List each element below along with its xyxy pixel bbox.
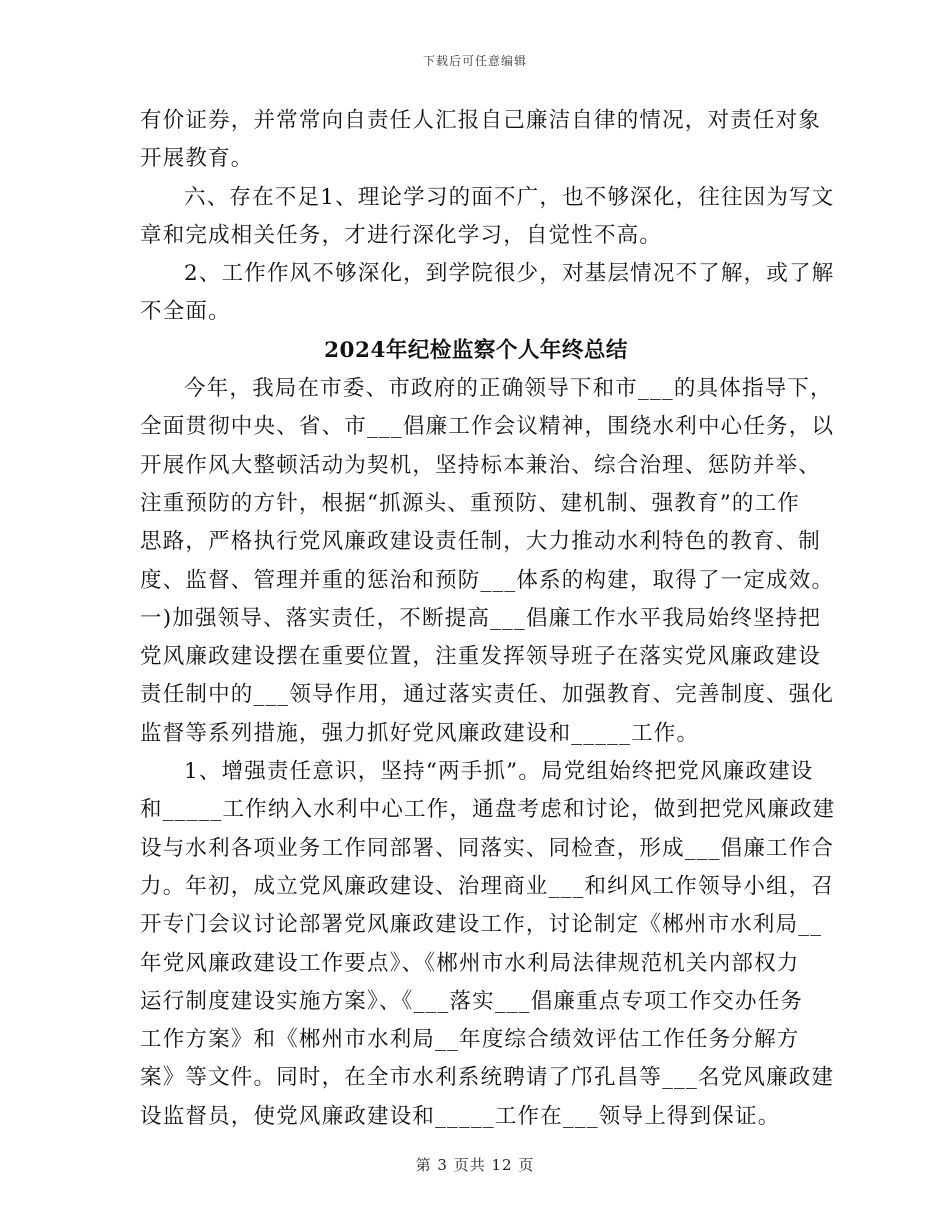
text-line: 开展教育。 — [140, 146, 254, 172]
text-line: 章和完成相关任务，才进行深化学习，自觉性不高。 — [140, 222, 663, 248]
text-line: 思路，严格执行党风廉政建设责任制，大力推动水利特色的教育、制 — [140, 529, 822, 555]
page-number: 第 3 页共 12 页 — [415, 1156, 535, 1174]
text-line: 度、监督、管理并重的惩治和预防___体系的构建，取得了一定成效。 — [140, 567, 835, 593]
text-line: 今年，我局在市委、市政府的正确领导下和市___的具体指导下， — [184, 376, 833, 402]
text-line: 六、存在不足1、理论学习的面不广，也不够深化，往往因为写文 — [184, 184, 835, 210]
text-line: 1、增强责任意识，坚持“两手抓”。局党组始终把党风廉政建设 — [184, 759, 814, 785]
text-line: 开专门会议讨论部署党风廉政建设工作，讨论制定《郴州市水利局__ — [140, 912, 823, 938]
text-line: 案》等文件。同时，在全市水利系统聘请了邝孔昌等___名党风廉政建 — [140, 1065, 835, 1091]
text-line: 一)加强领导、落实责任，不断提高___倡廉工作水平我局始终坚持把 — [140, 605, 822, 631]
text-line: 力。年初，成立党风廉政建设、治理商业___和纠风工作领导小组，召 — [140, 873, 835, 899]
text-line: 工作方案》和《郴州市水利局__年度综合绩效评估工作任务分解方 — [140, 1027, 800, 1053]
text-line: 党风廉政建设摆在重要位置，注重发挥领导班子在落实党风廉政建设 — [140, 644, 822, 670]
section-title: 2024年纪检监察个人年终总结 — [324, 337, 628, 363]
text-line: 设与水利各项业务工作同部署、同落实、同检查，形成___倡廉工作合 — [140, 835, 835, 861]
text-line: 运行制度建设实施方案》、《___落实___倡廉重点专项工作交办任务 — [140, 988, 804, 1014]
document-body — [140, 102, 836, 1136]
text-line: 监督等系列措施，强力抓好党风廉政建设和_____工作。 — [140, 720, 700, 746]
text-line: 责任制中的___领导作用，通过落实责任、加强教育、完善制度、强化 — [140, 682, 835, 708]
text-line: 和_____工作纳入水利中心工作，通盘考虑和讨论，做到把党风廉政建 — [140, 797, 836, 823]
text-line: 2、工作作风不够深化，到学院很少，对基层情况不了解，或了解 — [184, 261, 835, 287]
page-header: 下载后可任意编辑 — [422, 54, 527, 68]
text-line: 不全面。 — [140, 299, 231, 325]
text-line: 全面贯彻中央、省、市___倡廉工作会议精神，围绕水利中心任务，以 — [140, 414, 835, 440]
text-line: 设监督员，使党风廉政建设和_____工作在___领导上得到保证。 — [140, 1103, 781, 1129]
text-line: 注重预防的方针，根据“抓源头、重预防、建机制、强教育”的工作 — [140, 490, 800, 516]
text-line: 年党风廉政建设工作要点》、《郴州市水利局法律规范机关内部权力 — [140, 950, 800, 976]
text-line: 开展作风大整顿活动为契机，坚持标本兼治、综合治理、惩防并举、 — [140, 452, 822, 478]
text-line: 有价证券，并常常向自责任人汇报自己廉洁自律的情况，对责任对象 — [140, 108, 822, 133]
